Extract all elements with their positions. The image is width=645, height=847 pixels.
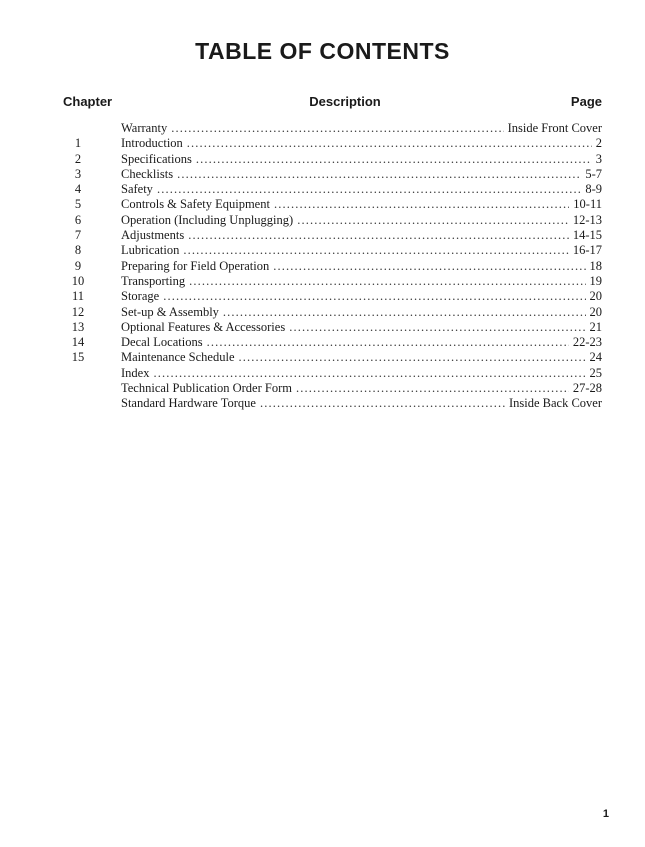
toc-page-ref: 3 <box>595 151 602 166</box>
toc-page-ref: 10-11 <box>573 197 602 212</box>
toc-description: Introduction <box>121 136 183 151</box>
toc-description: Index <box>121 365 150 380</box>
toc-entry <box>60 213 602 228</box>
toc-dot-leader <box>289 320 585 335</box>
toc-chapter-number: 14 <box>71 335 85 350</box>
toc-chapter-number: 2 <box>74 151 82 166</box>
toc-entry <box>60 335 602 350</box>
toc-description: Preparing for Field Operation <box>121 258 270 273</box>
toc-page-ref: 18 <box>589 258 602 273</box>
toc-chapter-number: 4 <box>74 182 82 197</box>
toc-description: Transporting <box>121 273 186 288</box>
toc-dot-leader <box>274 197 569 212</box>
toc-page-ref: Inside Back Cover <box>508 396 602 411</box>
toc-chapter-number: 15 <box>71 350 85 365</box>
toc-dot-leader <box>196 152 592 167</box>
toc-entry <box>60 396 602 411</box>
toc-chapter-number: 1 <box>74 136 82 151</box>
toc-entry <box>60 259 602 274</box>
toc-page-ref: 25 <box>589 365 602 380</box>
toc-dot-leader <box>177 167 581 182</box>
page-number: 1 <box>602 808 609 820</box>
toc-description: Maintenance Schedule <box>121 350 235 365</box>
toc-chapter-number: 11 <box>71 289 85 304</box>
toc-entry <box>60 274 602 289</box>
toc-description: Storage <box>121 289 160 304</box>
toc-page-ref: 16-17 <box>572 243 602 258</box>
toc-entry <box>60 152 602 167</box>
toc-dot-leader <box>157 182 581 197</box>
toc-page-ref: 5-7 <box>585 166 602 181</box>
toc-entry <box>60 366 602 381</box>
toc-chapter-number: 13 <box>71 319 85 334</box>
page-title: TABLE OF CONTENTS <box>195 38 450 64</box>
toc-entry <box>60 289 602 304</box>
chapter-column-header: Chapter <box>63 94 113 109</box>
toc-dot-leader <box>273 259 585 274</box>
toc-dot-leader <box>153 366 585 381</box>
toc-entry <box>60 136 602 151</box>
toc-entry <box>60 381 602 396</box>
toc-dot-leader <box>297 213 569 228</box>
toc-page-ref: 8-9 <box>585 182 602 197</box>
toc-dot-leader <box>260 396 505 411</box>
toc-chapter-number: 8 <box>74 243 82 258</box>
toc-page-ref: 14-15 <box>572 228 602 243</box>
toc-page-ref: 12-13 <box>572 212 602 227</box>
toc-dot-leader <box>296 381 569 396</box>
toc-dot-leader <box>189 274 585 289</box>
toc-page-ref: 27-28 <box>572 381 602 396</box>
toc-description: Safety <box>121 182 153 197</box>
toc-dot-leader <box>223 305 586 320</box>
toc-dot-leader <box>188 228 569 243</box>
toc-dot-leader <box>171 121 503 136</box>
toc-dot-leader <box>187 136 592 151</box>
toc-entry <box>60 197 602 212</box>
toc-description: Standard Hardware Torque <box>121 396 256 411</box>
toc-dot-leader <box>163 289 585 304</box>
toc-page-ref: 21 <box>589 319 602 334</box>
toc-entry <box>60 305 602 320</box>
toc-page-ref: 19 <box>589 273 602 288</box>
toc-page-ref: 2 <box>595 136 602 151</box>
toc-description: Controls & Safety Equipment <box>121 197 270 212</box>
toc-dot-leader <box>183 243 569 258</box>
toc-chapter-number: 6 <box>74 212 82 227</box>
toc-entry <box>60 167 602 182</box>
toc-entry <box>60 350 602 365</box>
toc-description: Optional Features & Accessories <box>121 319 286 334</box>
toc-chapter-number: 10 <box>71 273 85 288</box>
toc-page-ref: 22-23 <box>572 335 602 350</box>
toc-page-ref: Inside Front Cover <box>507 121 602 135</box>
toc-entry <box>60 228 602 243</box>
toc-page-ref: 24 <box>589 350 602 365</box>
toc-entry <box>60 243 602 258</box>
toc-chapter-number: 5 <box>74 197 82 212</box>
toc-chapter-number: 9 <box>74 258 82 273</box>
description-column-header: Description <box>309 94 381 109</box>
toc-description: Warranty <box>121 121 168 135</box>
toc-description: Set-up & Assembly <box>121 304 219 319</box>
toc-description: Adjustments <box>121 228 185 243</box>
toc-description: Operation (Including Unplugging) <box>121 212 294 227</box>
toc-description: Decal Locations <box>121 335 203 350</box>
toc-description: Specifications <box>121 151 192 166</box>
toc-dot-leader <box>239 350 586 365</box>
toc-chapter-number: 7 <box>74 228 82 243</box>
toc-entry <box>60 320 602 335</box>
toc-page-ref: 20 <box>589 289 602 304</box>
toc-description: Checklists <box>121 166 174 181</box>
page-column-header: Page <box>570 94 602 109</box>
toc-dot-leader <box>207 335 569 350</box>
toc-list <box>60 121 602 412</box>
toc-chapter-number: 3 <box>74 166 82 181</box>
toc-entry <box>60 121 602 136</box>
toc-chapter-number: 12 <box>71 304 85 319</box>
toc-page-ref: 20 <box>589 304 602 319</box>
toc-description: Technical Publication Order Form <box>121 381 292 396</box>
toc-entry <box>60 182 602 197</box>
toc-description: Lubrication <box>121 243 180 258</box>
